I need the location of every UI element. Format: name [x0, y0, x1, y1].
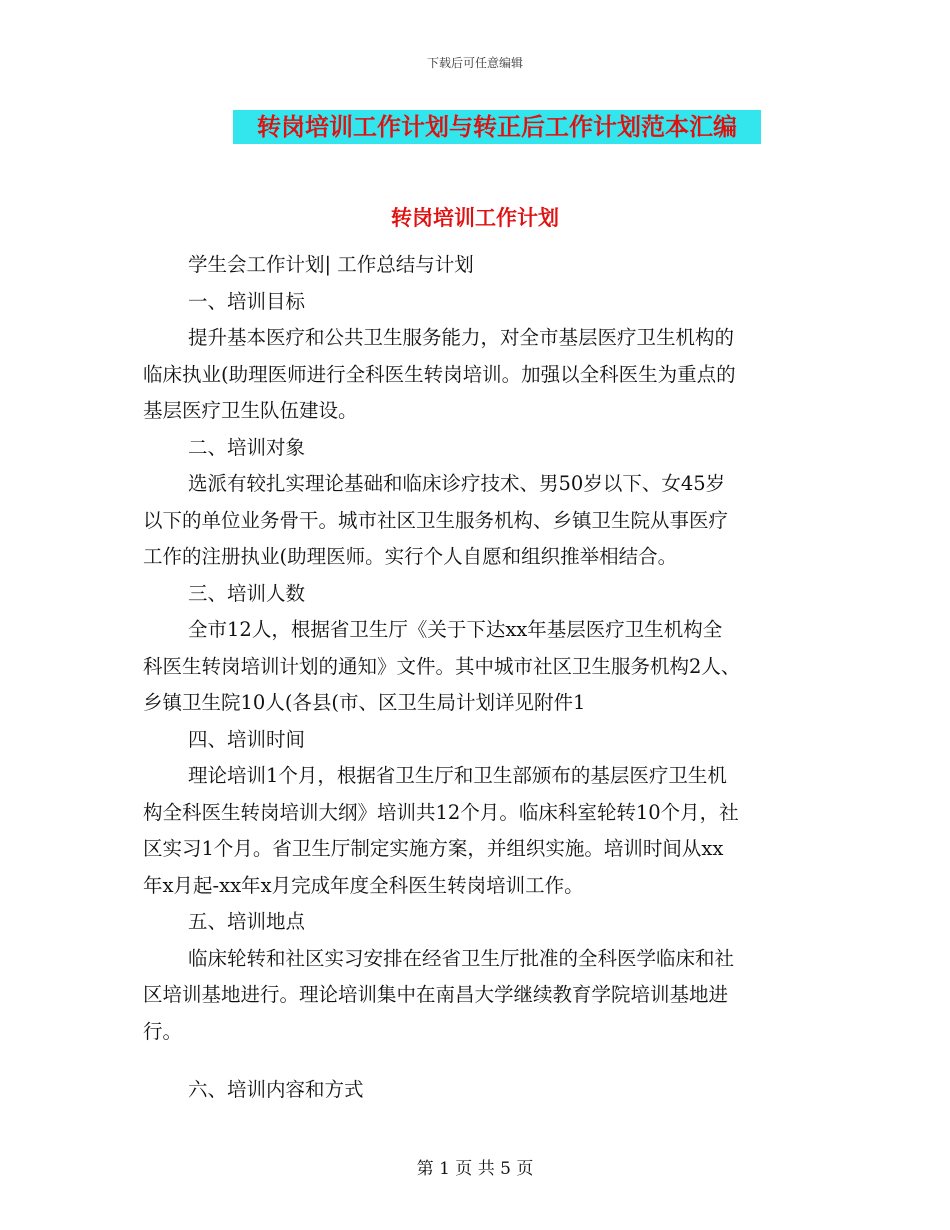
heading-line: 二、培训对象 [188, 435, 306, 459]
paragraph-line: 乡镇卫生院10人(各县(市、区卫生局计划详见附件1 [143, 691, 586, 714]
paragraph-line: 提升基本医疗和公共卫生服务能力，对全市基层医疗卫生机构的 [188, 326, 735, 349]
paragraph-line: 行。 [143, 1019, 183, 1043]
main-title: 转岗培训工作计划与转正后工作计划范本汇编 [257, 113, 737, 141]
document-body [143, 247, 813, 1109]
header-note: 下载后可任意编辑 [426, 56, 523, 70]
paragraph-line: 构全科医生转岗培训大纲》培训共12个月。临床科室轮转10个月，社 [143, 800, 739, 824]
main-title-highlight [233, 110, 761, 144]
paragraph-line: 以下的单位业务骨干。城市社区卫生服务机构、乡镇卫生院从事医疗 [143, 508, 729, 532]
paragraph-line: 理论培训1个月，根据省卫生厅和卫生部颁布的基层医疗卫生机 [188, 764, 727, 787]
page-number: 第 1 页 共 5 页 [416, 1159, 534, 1179]
heading-line: 五、培训地点 [188, 910, 306, 933]
heading-line: 六、培训内容和方式 [188, 1078, 364, 1101]
paragraph-line: 全市12人，根据省卫生厅《关于下达xx年基层医疗卫生机构全 [188, 618, 723, 641]
paragraph-line: 年x月起-xx年x月完成年度全科医生转岗培训工作。 [143, 873, 584, 897]
paragraph-line: 学生会工作计划| 工作总结与计划 [188, 253, 474, 276]
paragraph-spacer [143, 1050, 813, 1072]
heading-line: 一、培训目标 [188, 289, 306, 313]
paragraph-line: 区实习1个月。省卫生厅制定实施方案，并组织实施。培训时间从xx [143, 837, 724, 860]
paragraph-line: 选派有较扎实理论基础和临床诊疗技术、男50岁以下、女45岁 [188, 472, 726, 495]
paragraph-line: 工作的注册执业(助理医师。实行个人自愿和组织推举相结合。 [143, 545, 678, 568]
paragraph-line: 基层医疗卫生队伍建设。 [143, 399, 358, 422]
heading-line: 三、培训人数 [188, 581, 306, 605]
paragraph-line: 临床执业(助理医师进行全科医生转岗培训。加强以全科医生为重点的 [143, 362, 736, 386]
heading-line: 四、培训时间 [188, 727, 306, 751]
paragraph-line: 临床轮转和社区实习安排在经省卫生厅批准的全科医学临床和社 [188, 946, 735, 970]
section-title: 转岗培训工作计划 [391, 206, 559, 230]
paragraph-line: 科医生转岗培训计划的通知》文件。其中城市社区卫生服务机构2人、 [143, 654, 741, 678]
paragraph-line: 区培训基地进行。理论培训集中在南昌大学继续教育学院培训基地进 [143, 983, 729, 1006]
